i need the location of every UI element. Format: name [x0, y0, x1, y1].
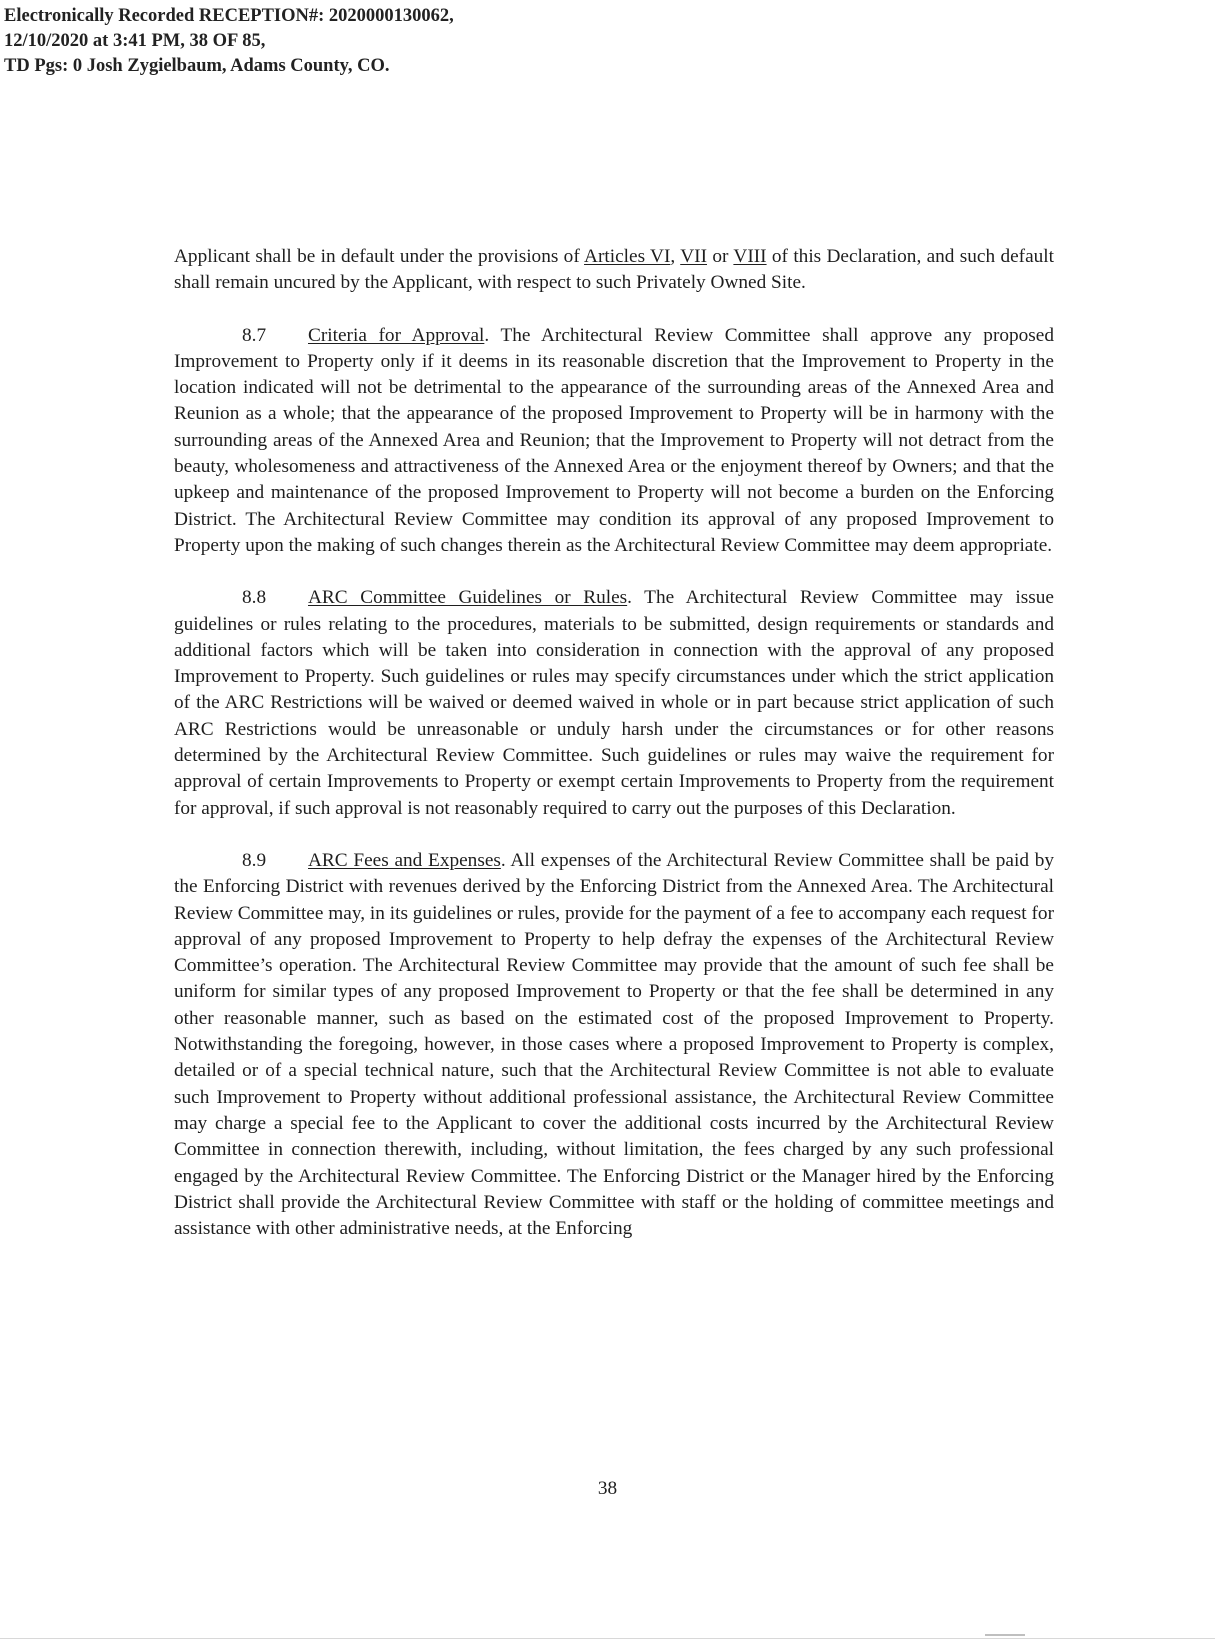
section-number: 8.9 [242, 849, 267, 871]
intro-text-2: , [670, 246, 681, 267]
recording-stamp [4, 4, 454, 79]
articles-vi-reference: Articles VI [584, 246, 671, 267]
recording-stamp-line-3: TD Pgs: 0 Josh Zygielbaum, Adams County, CO. [4, 56, 390, 76]
document-body [174, 244, 1054, 1242]
section-title: ARC Fees and Expenses [308, 849, 501, 871]
intro-text-4: of this Declaration, and such default shall remain uncured by the Applicant, with respect to such Privately Owned Site. [174, 246, 1054, 294]
section-8-9 [174, 848, 1054, 1242]
section-body: . The Architectural Review Committee may issue guidelines or rules relating to the procedures, materials to be submitted, design requirements or standards and additional factors which will be taken into consideration in connection with the approval of any proposed Improvement to Property. Such guidelines or rules may specify circumstances under which the strict application of the ARC Restrictions will be waived or deemed waived in whole or in part because strict application of such ARC Restrictions would be unreasonable or unduly harsh under the circumstances or for other reasons determined by the Architectural Review Committee. Such guidelines or rules may waive the requirement for approval of certain Improvements to Property or exempt certain Improvements to Property from the requirement for approval, if such approval is not reasonably required to carry out the purposes of this Declaration. [174, 587, 1054, 819]
recording-stamp-line-2: 12/10/2020 at 3:41 PM, 38 OF 85, [4, 31, 266, 51]
section-body: . The Architectural Review Committee shall approve any proposed Improvement to Property only if it deems in its reasonable discretion that the Improvement to Property in the location indicated will not be detrimental to the appearance of the surrounding areas of the Annexed Area and Reunion as a whole; that the appearance of the proposed Improvement to Property will be in harmony with the surrounding areas of the Annexed Area and Reunion; that the Improvement to Property will not detract from the beauty, wholesomeness and attractiveness of the Annexed Area or the enjoyment thereof by Owners; and that the upkeep and maintenance of the proposed Improvement to Property will not become a burden on the Enforcing District. The Architectural Review Committee may condition its approval of any proposed Improvement to Property upon the making of such changes therein as the Architectural Review Committee may deem appropriate. [174, 324, 1054, 556]
recording-stamp-line-1: Electronically Recorded RECEPTION#: 2020000130062, [4, 6, 454, 26]
page-number: 38 [597, 1478, 618, 1499]
scan-edge-line [0, 1638, 1215, 1639]
section-8-8 [174, 585, 1054, 822]
section-body: . All expenses of the Architectural Review Committee shall be paid by the Enforcing District with revenues derived by the Enforcing District from the Annexed Area. The Architectural Review Committee may, in its guidelines or rules, provide for the payment of a fee to accompany each request for approval of any proposed Improvement to Property to help defray the expenses of the Architectural Review Committee’s operation. The Architectural Review Committee may provide that the amount of such fee shall be uniform for similar types of any proposed Improvement to Property or that the fee shall be determined in any other reasonable manner, such as based on the estimated cost of the proposed Improvement to Property. Notwithstanding the foregoing, however, in those cases where a proposed Improvement to Property is complex, detailed or of a special technical nature, such that the Architectural Review Committee is not able to evaluate such Improvement to Property without additional professional assistance, the Architectural Review Committee may charge a special fee to the Applicant to cover the additional costs incurred by the Architectural Review Committee in connection therewith, including, without limitation, the fees charged by any such professional engaged by the Architectural Review Committee. The Enforcing District or the Manager hired by the Enforcing District shall provide the Architectural Review Committee with staff or the holding of committee meetings and assistance with other administrative needs, at the Enforcing [174, 849, 1054, 1240]
intro-text-3: or [707, 246, 734, 267]
section-number: 8.8 [242, 587, 267, 609]
scan-mark [985, 1634, 1025, 1636]
intro-text-1: Applicant shall be in default under the provisions of [174, 246, 585, 267]
section-title: ARC Committee Guidelines or Rules [308, 587, 628, 609]
section-number: 8.7 [242, 324, 267, 346]
intro-paragraph [174, 244, 1054, 297]
section-title: Criteria for Approval [308, 324, 485, 346]
section-8-7 [174, 323, 1054, 560]
article-vii-reference: VII [680, 246, 707, 267]
article-viii-reference: VIII [733, 246, 767, 267]
